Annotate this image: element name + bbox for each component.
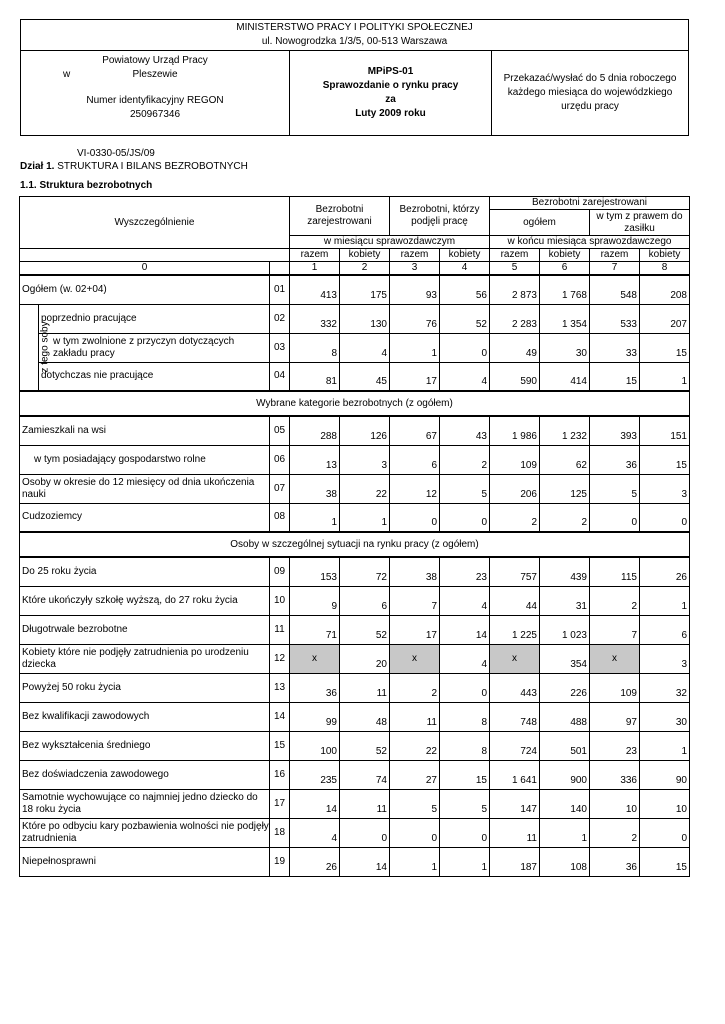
header-month: w miesiącu sprawozdawczym — [290, 236, 490, 249]
cell-value: 49 — [490, 333, 540, 362]
column-number: 1 — [290, 262, 340, 276]
table-row — [20, 731, 690, 760]
section-heading — [20, 160, 248, 173]
table-row — [20, 333, 690, 362]
header-kobiety: kobiety — [340, 249, 390, 262]
column-number: 0 — [20, 262, 270, 276]
header-month-end: w końcu miesiąca sprawozdawczego — [490, 236, 690, 249]
header-razem: razem — [490, 249, 540, 262]
row-number: 19 — [270, 847, 290, 876]
cell-value: 26 — [290, 847, 340, 876]
cell-value: 175 — [340, 275, 390, 304]
cell-value: 27 — [390, 760, 440, 789]
cell-value: 3 — [640, 474, 690, 503]
cell-value: 393 — [590, 416, 640, 445]
cell-value: 52 — [340, 615, 390, 644]
form-title: Sprawozdanie o rynku pracy — [322, 80, 459, 91]
cell-value: 5 — [440, 789, 490, 818]
cell-value: 97 — [590, 702, 640, 731]
row-number: 13 — [270, 673, 290, 702]
cell-value: 52 — [340, 731, 390, 760]
table-row — [20, 557, 690, 586]
cell-value: 1 768 — [540, 275, 590, 304]
cell-value: 93 — [390, 275, 440, 304]
cell-value: 90 — [640, 760, 690, 789]
cell-value: 11 — [340, 789, 390, 818]
row-label: Cudzoziemcy — [20, 503, 270, 532]
cell-value: 0 — [390, 818, 440, 847]
header-bezrobotni: Bezrobotni zarejestrowani — [290, 197, 390, 236]
subsection-title: 1.1. Struktura bezrobotnych — [20, 180, 153, 191]
cell-value: 8 — [440, 731, 490, 760]
cell-value: 3 — [640, 644, 690, 673]
row-label: Osoby w okresie do 12 miesięcy od dnia ukończenia nauki — [20, 474, 270, 503]
cell-value: 115 — [590, 557, 640, 586]
cell-value: 147 — [490, 789, 540, 818]
table-row — [20, 760, 690, 789]
cell-value: 413 — [290, 275, 340, 304]
cell-value: 748 — [490, 702, 540, 731]
cell-value: 7 — [590, 615, 640, 644]
cell-value: 1 225 — [490, 615, 540, 644]
row-number: 04 — [270, 362, 290, 391]
row-number: 05 — [270, 416, 290, 445]
cell-value: 12 — [390, 474, 440, 503]
table-row — [20, 789, 690, 818]
header-bezrobotni-end: Bezrobotni zarejestrowani — [490, 197, 690, 210]
table-row — [20, 586, 690, 615]
cell-value: 14 — [440, 615, 490, 644]
cell-value: 501 — [540, 731, 590, 760]
row-label: w tym posiadający gospodarstwo rolne — [20, 445, 270, 474]
structure-table — [19, 196, 690, 877]
cell-value: 23 — [440, 557, 490, 586]
header-razem: razem — [290, 249, 340, 262]
cell-not-applicable: x — [390, 644, 440, 673]
row-label: Powyżej 50 roku życia — [20, 673, 270, 702]
row-label: Niepełnosprawni — [20, 847, 270, 876]
regon-label: Numer identyfikacyjny REGON — [86, 95, 224, 106]
cell-value: 17 — [390, 362, 440, 391]
cell-value: 4 — [440, 362, 490, 391]
row-label: Długotrwale bezrobotne — [20, 615, 270, 644]
cell-value: 187 — [490, 847, 540, 876]
cell-value: 32 — [640, 673, 690, 702]
cell-value: 2 283 — [490, 304, 540, 333]
cell-value: 15 — [590, 362, 640, 391]
cell-value: 9 — [290, 586, 340, 615]
row-label: Do 25 roku życia — [20, 557, 270, 586]
header-zasilek: w tym z prawem do zasiłku — [590, 210, 690, 236]
cell-value: 0 — [390, 503, 440, 532]
cell-value: 2 873 — [490, 275, 540, 304]
cell-value: 45 — [340, 362, 390, 391]
doc-code: VI-0330-05/JS/09 — [77, 148, 155, 159]
table-row — [20, 847, 690, 876]
cell-value: 109 — [590, 673, 640, 702]
office-city: Pleszewie — [132, 69, 178, 80]
cell-value: 354 — [540, 644, 590, 673]
cell-value: 76 — [390, 304, 440, 333]
regon-value: 250967346 — [129, 109, 181, 120]
form-period: Luty 2009 roku — [355, 108, 426, 119]
ministry-cell — [21, 20, 689, 51]
cell-value: 332 — [290, 304, 340, 333]
cell-value: 0 — [640, 503, 690, 532]
row-number: 15 — [270, 731, 290, 760]
cell-value: 226 — [540, 673, 590, 702]
cell-not-applicable: x — [290, 644, 340, 673]
cell-value: 56 — [440, 275, 490, 304]
cell-value: 414 — [540, 362, 590, 391]
cell-value: 109 — [490, 445, 540, 474]
row-label: w tym zwolnione z przyczyn dotyczących zakładu pracy — [39, 333, 270, 362]
cell-value: 533 — [590, 304, 640, 333]
cell-value: 488 — [540, 702, 590, 731]
cell-value: 6 — [390, 445, 440, 474]
cell-value: 52 — [440, 304, 490, 333]
cell-value: 439 — [540, 557, 590, 586]
cell-value: 71 — [290, 615, 340, 644]
header-podjeli: Bezrobotni, którzy podjęli pracę — [390, 197, 490, 236]
row-number: 14 — [270, 702, 290, 731]
row-label: Samotnie wychowujące co najmniej jedno dziecko do 18 roku życia — [20, 789, 270, 818]
cell-value: 108 — [540, 847, 590, 876]
row-label: Zamieszkali na wsi — [20, 416, 270, 445]
header-desc: Wyszczególnienie — [20, 197, 290, 249]
cell-value: 1 — [540, 818, 590, 847]
table-row — [20, 818, 690, 847]
cell-value: 11 — [490, 818, 540, 847]
row-number: 07 — [270, 474, 290, 503]
row-number: 12 — [270, 644, 290, 673]
cell-value: 724 — [490, 731, 540, 760]
cell-value: 17 — [390, 615, 440, 644]
cell-value: 14 — [290, 789, 340, 818]
cell-value: 15 — [440, 760, 490, 789]
deliver-note: Przekazać/wysłać do 5 dnia roboczego każdego miesiąca do wojewódzkiego urzędu pracy — [492, 51, 689, 136]
cell-value: 10 — [640, 789, 690, 818]
cell-value: 1 641 — [490, 760, 540, 789]
table-row — [20, 362, 690, 391]
vertical-group-label: z tego soby — [20, 304, 39, 391]
office-name: Powiatowy Urząd Pracy — [102, 55, 208, 66]
cell-value: 99 — [290, 702, 340, 731]
column-numbers-row — [20, 262, 690, 276]
table-row — [20, 673, 690, 702]
cell-value: 2 — [590, 586, 640, 615]
row-label: Które ukończyły szkołę wyższą, do 27 roku życia — [20, 586, 270, 615]
header-razem: razem — [590, 249, 640, 262]
cell-value: 206 — [490, 474, 540, 503]
cell-value: 207 — [640, 304, 690, 333]
cell-value: 2 — [390, 673, 440, 702]
cell-value: 1 — [640, 586, 690, 615]
cell-value: 15 — [640, 847, 690, 876]
header-razem: razem — [390, 249, 440, 262]
cell-value: 1 232 — [540, 416, 590, 445]
cell-value: 151 — [640, 416, 690, 445]
cell-value: 1 — [440, 847, 490, 876]
cell-value: 235 — [290, 760, 340, 789]
column-number: 7 — [590, 262, 640, 276]
row-label: Ogółem (w. 02+04) — [20, 275, 270, 304]
form-za: za — [385, 94, 396, 105]
table-row — [20, 445, 690, 474]
cell-value: 4 — [440, 586, 490, 615]
header-kobiety: kobiety — [440, 249, 490, 262]
cell-not-applicable: x — [490, 644, 540, 673]
section-label: Dział 1. — [20, 161, 55, 172]
cell-value: 43 — [440, 416, 490, 445]
cell-value: 3 — [340, 445, 390, 474]
cell-value: 1 986 — [490, 416, 540, 445]
cell-value: 74 — [340, 760, 390, 789]
row-number: 10 — [270, 586, 290, 615]
table-row — [20, 416, 690, 445]
cell-value: 13 — [290, 445, 340, 474]
cell-value: 0 — [440, 503, 490, 532]
row-label: Bez kwalifikacji zawodowych — [20, 702, 270, 731]
cell-value: 62 — [540, 445, 590, 474]
cell-value: 48 — [340, 702, 390, 731]
row-number: 09 — [270, 557, 290, 586]
cell-value: 26 — [640, 557, 690, 586]
cell-value: 22 — [340, 474, 390, 503]
cell-value: 2 — [590, 818, 640, 847]
form-title-cell — [290, 51, 492, 136]
cell-value: 153 — [290, 557, 340, 586]
row-number: 08 — [270, 503, 290, 532]
cell-value: 11 — [340, 673, 390, 702]
cell-value: 23 — [590, 731, 640, 760]
cell-value: 33 — [590, 333, 640, 362]
column-number: 3 — [390, 262, 440, 276]
cell-value: 0 — [640, 818, 690, 847]
section-row — [20, 391, 690, 416]
row-number: 02 — [270, 304, 290, 333]
cell-value: 30 — [540, 333, 590, 362]
cell-value: 7 — [390, 586, 440, 615]
table-row — [20, 304, 690, 333]
cell-value: 900 — [540, 760, 590, 789]
cell-value: 1 — [390, 333, 440, 362]
column-number: 2 — [340, 262, 390, 276]
column-number: 5 — [490, 262, 540, 276]
cell-value: 4 — [290, 818, 340, 847]
row-number: 17 — [270, 789, 290, 818]
cell-value: 288 — [290, 416, 340, 445]
cell-value: 38 — [290, 474, 340, 503]
cell-value: 20 — [340, 644, 390, 673]
cell-value: 1 — [640, 362, 690, 391]
cell-value: 36 — [590, 445, 640, 474]
cell-value: 36 — [590, 847, 640, 876]
cell-value: 0 — [340, 818, 390, 847]
ministry-address: ul. Nowogrodzka 1/3/5, 00-513 Warszawa — [261, 36, 448, 47]
cell-value: 22 — [390, 731, 440, 760]
cell-value: 8 — [290, 333, 340, 362]
row-label: Bez doświadczenia zawodowego — [20, 760, 270, 789]
row-number: 18 — [270, 818, 290, 847]
cell-value: 1 — [640, 731, 690, 760]
cell-value: 5 — [590, 474, 640, 503]
cell-value: 590 — [490, 362, 540, 391]
column-number: 8 — [640, 262, 690, 276]
cell-value: 336 — [590, 760, 640, 789]
category-header: Wybrane kategorie bezrobotnych (z ogółem) — [20, 391, 690, 416]
cell-value: 4 — [440, 644, 490, 673]
cell-value: 6 — [340, 586, 390, 615]
situation-header: Osoby w szczególnej sytuacji na rynku pracy (z ogółem) — [20, 532, 690, 557]
cell-value: 126 — [340, 416, 390, 445]
cell-value: 130 — [340, 304, 390, 333]
row-label: poprzednio pracujące — [39, 304, 270, 333]
cell-value: 15 — [640, 445, 690, 474]
cell-value: 10 — [590, 789, 640, 818]
form-header — [20, 19, 689, 136]
row-number: 03 — [270, 333, 290, 362]
table-row — [20, 644, 690, 673]
cell-value: 125 — [540, 474, 590, 503]
office-location — [21, 68, 289, 82]
cell-value: 757 — [490, 557, 540, 586]
cell-value: 44 — [490, 586, 540, 615]
row-number: 16 — [270, 760, 290, 789]
cell-value: 1 — [390, 847, 440, 876]
header-kobiety: kobiety — [640, 249, 690, 262]
cell-value: 31 — [540, 586, 590, 615]
form-code: MPiPS-01 — [367, 66, 414, 77]
cell-value: 8 — [440, 702, 490, 731]
cell-value: 15 — [640, 333, 690, 362]
cell-value: 36 — [290, 673, 340, 702]
table-row — [20, 503, 690, 532]
cell-value: 14 — [340, 847, 390, 876]
office-w: w — [63, 69, 71, 80]
cell-value: 100 — [290, 731, 340, 760]
table-row — [20, 702, 690, 731]
cell-value: 5 — [390, 789, 440, 818]
cell-value: 30 — [640, 702, 690, 731]
cell-value: 140 — [540, 789, 590, 818]
row-number: 01 — [270, 275, 290, 304]
table-row — [20, 275, 690, 304]
header-kobiety: kobiety — [540, 249, 590, 262]
section-title: STRUKTURA I BILANS BEZROBOTNYCH — [57, 161, 248, 172]
cell-not-applicable: x — [590, 644, 640, 673]
row-label: dotychczas nie pracujące — [39, 362, 270, 391]
cell-value: 4 — [340, 333, 390, 362]
cell-value: 38 — [390, 557, 440, 586]
ministry-name: MINISTERSTWO PRACY I POLITYKI SPOŁECZNEJ — [236, 22, 473, 33]
column-number: 6 — [540, 262, 590, 276]
cell-value: 5 — [440, 474, 490, 503]
cell-value: 443 — [490, 673, 540, 702]
cell-value: 2 — [440, 445, 490, 474]
table-row — [20, 474, 690, 503]
cell-value: 72 — [340, 557, 390, 586]
row-label: Kobiety które nie podjęły zatrudnienia po urodzeniu dziecka — [20, 644, 270, 673]
cell-value: 81 — [290, 362, 340, 391]
cell-value: 6 — [640, 615, 690, 644]
cell-value: 548 — [590, 275, 640, 304]
cell-value: 0 — [440, 673, 490, 702]
table-row — [20, 615, 690, 644]
row-number: 06 — [270, 445, 290, 474]
section-row — [20, 532, 690, 557]
cell-value: 1 354 — [540, 304, 590, 333]
header-ogolem: ogółem — [490, 210, 590, 236]
cell-value: 0 — [440, 333, 490, 362]
row-label: Które po odbyciu kary pozbawienia wolności nie podjęły zatrudnienia — [20, 818, 270, 847]
office-cell — [21, 51, 290, 136]
cell-value: 1 — [290, 503, 340, 532]
row-number: 11 — [270, 615, 290, 644]
cell-value: 1 023 — [540, 615, 590, 644]
cell-value: 208 — [640, 275, 690, 304]
row-label: Bez wykształcenia średniego — [20, 731, 270, 760]
cell-value: 0 — [590, 503, 640, 532]
cell-value: 2 — [540, 503, 590, 532]
cell-value: 2 — [490, 503, 540, 532]
cell-value: 11 — [390, 702, 440, 731]
cell-value: 0 — [440, 818, 490, 847]
column-number: 4 — [440, 262, 490, 276]
cell-value: 1 — [340, 503, 390, 532]
cell-value: 67 — [390, 416, 440, 445]
